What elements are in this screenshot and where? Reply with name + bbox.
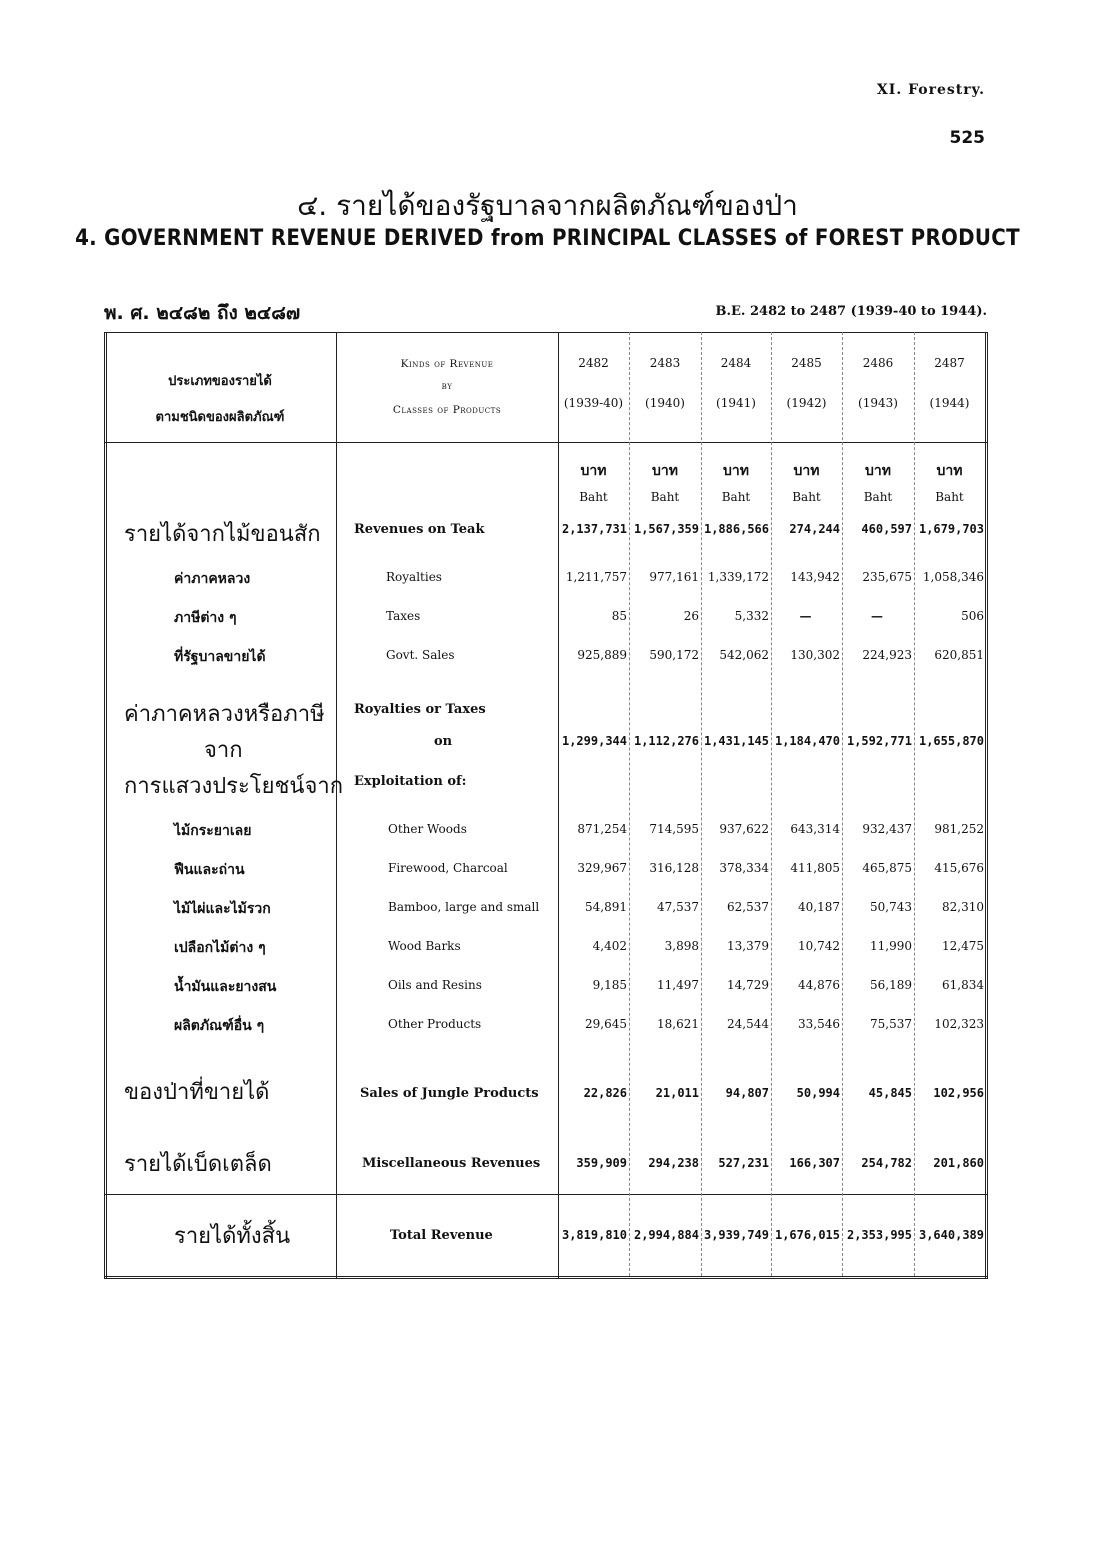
table-cell-value: 1,676,015 — [774, 1228, 840, 1242]
table-cell-value: 254,782 — [861, 1156, 912, 1170]
page-title-english: 4. GOVERNMENT REVENUE DERIVED from PRINCIPAL CLASSES of FOREST PRODUCT — [75, 226, 1020, 251]
table-cell-value: 1,679,703 — [918, 522, 984, 536]
year-ad: (1942) — [786, 396, 827, 410]
header-en-line1: Kinds of Revenue — [400, 358, 494, 370]
table-cell-value: 977,161 — [649, 570, 699, 584]
table-cell-value: 925,889 — [577, 648, 627, 662]
table-cell-value: 981,252 — [934, 822, 984, 836]
table-cell-value: 4,402 — [592, 939, 627, 953]
row-label-en: Wood Barks — [388, 939, 461, 953]
table-cell-value: 50,994 — [796, 1086, 840, 1100]
table-cell-value: 1,184,470 — [774, 734, 840, 748]
year-be: 2486 — [862, 356, 894, 370]
table-cell-value: 18,621 — [657, 1017, 699, 1031]
table-cell-value: 10,742 — [798, 939, 840, 953]
row-label-en: Sales of Jungle Products — [360, 1086, 539, 1101]
table-cell-value: 13,379 — [727, 939, 769, 953]
unit-en: Baht — [792, 490, 821, 504]
table-cell-value: 1,655,870 — [918, 734, 984, 748]
table-cell-value: 224,923 — [862, 648, 912, 662]
total-rule — [104, 1194, 988, 1195]
period-english: B.E. 2482 to 2487 (1939-40 to 1944). — [715, 304, 987, 319]
table-cell-value: 44,876 — [798, 978, 840, 992]
year-ad: (1943) — [858, 396, 898, 410]
running-title: XI. Forestry. — [876, 82, 985, 98]
table-cell-value: 294,238 — [648, 1156, 699, 1170]
table-cell-value: — — [871, 609, 883, 623]
table-cell-value: 506 — [961, 609, 984, 623]
table-cell-value: 1,211,757 — [565, 570, 627, 584]
table-cell-value: — — [799, 609, 812, 623]
table-cell-value: 45,845 — [868, 1086, 912, 1100]
row-label-en: Royalties or Taxes — [354, 702, 486, 717]
table-cell-value: 50,743 — [870, 900, 912, 914]
table-cell-value: 235,675 — [862, 570, 912, 584]
unit-thai: บาท — [936, 463, 963, 479]
header-rule — [104, 442, 988, 443]
row-label-thai: ผลิตภัณฑ์อื่น ๆ — [174, 1018, 265, 1034]
table-cell-value: 61,834 — [942, 978, 984, 992]
table-left-rule — [104, 332, 107, 1279]
row-label-thai: ของป่าที่ขายได้ — [124, 1080, 270, 1105]
row-label-en: Other Products — [388, 1017, 482, 1031]
unit-en: Baht — [650, 490, 680, 504]
header-en-line2: by — [441, 380, 453, 392]
unit-thai: บาท — [793, 463, 820, 479]
unit-thai: บาท — [723, 463, 749, 479]
year-be: 2487 — [934, 356, 965, 370]
row-label-en: Exploitation of: — [354, 774, 467, 789]
table-cell-value: 14,729 — [727, 978, 769, 992]
table-cell-value: 62,537 — [727, 900, 769, 914]
row-label-en: Bamboo, large and small — [388, 900, 540, 914]
page-number: 525 — [949, 128, 985, 148]
table-cell-value: 29,645 — [585, 1017, 627, 1031]
row-label-en: Total Revenue — [390, 1228, 493, 1243]
header-en-line3: Classes of Products — [392, 404, 502, 416]
table-cell-value: 3,939,749 — [703, 1228, 769, 1242]
table-cell-value: 1,299,344 — [561, 734, 627, 748]
table-cell-value: 22,826 — [583, 1086, 627, 1100]
row-label-thai: จาก — [204, 738, 243, 763]
table-cell-value: 9,185 — [592, 978, 627, 992]
table-cell-value: 527,231 — [718, 1156, 769, 1170]
table-cell-value: 620,851 — [934, 648, 984, 662]
table-cell-value: 1,567,359 — [633, 522, 699, 536]
table-cell-value: 75,537 — [870, 1017, 912, 1031]
year-ad: (1941) — [716, 396, 756, 410]
table-cell-value: 590,172 — [649, 648, 699, 662]
header-thai-line1: ประเภทของรายได้ — [168, 374, 272, 389]
table-cell-value: 102,323 — [934, 1017, 984, 1031]
table-cell-value: 24,544 — [727, 1017, 769, 1031]
table-cell-value: 871,254 — [577, 822, 627, 836]
unit-thai: บาท — [652, 463, 678, 479]
table-cell-value: 274,244 — [789, 522, 840, 536]
year-be: 2483 — [649, 356, 681, 370]
header-thai-line2: ตามชนิดของผลิตภัณฑ์ — [155, 410, 285, 425]
table-cell-value: 3,898 — [664, 939, 699, 953]
year-ad: (1944) — [929, 396, 970, 410]
table-bottom-rule — [104, 1276, 988, 1279]
unit-en: Baht — [579, 490, 608, 504]
row-label-en: Taxes — [386, 609, 421, 623]
table-cell-value: 714,595 — [649, 822, 699, 836]
table-cell-value: 26 — [683, 609, 699, 623]
table-cell-value: 329,967 — [577, 861, 627, 875]
table-cell-value: 102,956 — [933, 1086, 984, 1100]
table-cell-value: 2,353,995 — [846, 1228, 912, 1242]
col-divider-1 — [336, 332, 337, 1279]
table-top-rule — [104, 332, 988, 333]
table-cell-value: 82,310 — [942, 900, 984, 914]
table-cell-value: 643,314 — [790, 822, 840, 836]
table-cell-value: 166,307 — [789, 1156, 840, 1170]
row-label-thai: เปลือกไม้ต่าง ๆ — [174, 940, 266, 956]
row-label-en: Oils and Resins — [388, 978, 482, 992]
row-label-thai: ที่รัฐบาลขายได้ — [174, 649, 266, 665]
year-be: 2482 — [578, 356, 609, 370]
row-label-thai: การแสวงประโยชน์จาก — [124, 774, 344, 799]
table-cell-value: 5,332 — [734, 609, 769, 623]
table-right-rule — [985, 332, 988, 1279]
revenue-table — [104, 332, 988, 1280]
table-cell-value: 1,592,771 — [846, 734, 912, 748]
table-cell-value: 359,909 — [576, 1156, 627, 1170]
table-cell-value: 932,437 — [862, 822, 912, 836]
table-cell-value: 411,805 — [790, 861, 840, 875]
table-cell-value: 12,475 — [942, 939, 984, 953]
table-cell-value: 937,622 — [719, 822, 769, 836]
row-label-thai: รายได้เบ็ดเตล็ด — [124, 1152, 272, 1177]
table-cell-value: 415,676 — [934, 861, 984, 875]
row-label-thai: รายได้ทั้งสิ้น — [174, 1224, 291, 1249]
year-be: 2485 — [791, 356, 822, 370]
table-cell-value: 40,187 — [798, 900, 840, 914]
table-cell-value: 21,011 — [655, 1086, 699, 1100]
year-be: 2484 — [720, 356, 752, 370]
table-cell-value: 542,062 — [719, 648, 769, 662]
row-label-en: Revenues on Teak — [354, 522, 485, 537]
page-title-thai: ๔. รายได้ของรัฐบาลจากผลิตภัณฑ์ของป่า — [297, 189, 798, 222]
table-cell-value: 11,497 — [657, 978, 699, 992]
row-label-en: Firewood, Charcoal — [388, 861, 508, 875]
table-cell-value: 3,640,389 — [918, 1228, 984, 1242]
table-cell-value: 143,942 — [790, 570, 840, 584]
row-label-en: Royalties — [386, 570, 442, 584]
table-cell-value: 1,339,172 — [707, 570, 769, 584]
table-cell-value: 85 — [611, 609, 627, 623]
table-cell-value: 2,994,884 — [633, 1228, 699, 1242]
table-cell-value: 1,431,145 — [703, 734, 769, 748]
table-cell-value: 316,128 — [649, 861, 699, 875]
row-label-en: Govt. Sales — [386, 648, 455, 662]
row-label-thai: ไม้กระยาเลย — [174, 823, 252, 839]
table-cell-value: 130,302 — [790, 648, 840, 662]
row-label-en: Other Woods — [388, 822, 467, 836]
table-cell-value: 3,819,810 — [561, 1228, 627, 1242]
table-cell-value: 11,990 — [870, 939, 912, 953]
row-label-thai: ภาษีต่าง ๆ — [174, 610, 237, 626]
row-label-en: on — [434, 734, 453, 749]
year-ad: (1939-40) — [563, 396, 624, 410]
table-cell-value: 47,537 — [657, 900, 699, 914]
table-cell-value: 201,860 — [933, 1156, 984, 1170]
table-cell-value: 33,546 — [798, 1017, 840, 1031]
year-ad: (1940) — [645, 396, 685, 410]
row-label-thai: ไม้ไผ่และไม้รวก — [174, 901, 271, 917]
table-cell-value: 54,891 — [585, 900, 627, 914]
table-cell-value: 465,875 — [862, 861, 912, 875]
row-label-thai: ค่าภาคหลวง — [174, 571, 251, 587]
table-cell-value: 56,189 — [870, 978, 912, 992]
unit-thai: บาท — [580, 463, 607, 479]
table-cell-value: 1,112,276 — [633, 734, 699, 748]
table-cell-value: 94,807 — [725, 1086, 769, 1100]
unit-en: Baht — [721, 490, 751, 504]
unit-thai: บาท — [865, 463, 891, 479]
row-label-thai: น้ำมันและยางสน — [174, 979, 277, 995]
table-cell-value: 2,137,731 — [561, 522, 627, 536]
unit-en: Baht — [863, 490, 893, 504]
table-cell-value: 1,058,346 — [922, 570, 984, 584]
row-label-thai: ค่าภาคหลวงหรือภาษี — [124, 702, 325, 727]
row-label-thai: รายได้จากไม้ขอนสัก — [124, 522, 321, 547]
table-cell-value: 1,886,566 — [703, 522, 769, 536]
table-cell-value: 460,597 — [861, 522, 912, 536]
period-thai: พ. ศ. ๒๔๘๒ ถึง ๒๔๘๗ — [104, 302, 301, 324]
unit-en: Baht — [935, 490, 964, 504]
table-cell-value: 378,334 — [719, 861, 769, 875]
row-label-en: Miscellaneous Revenues — [362, 1156, 541, 1171]
row-label-thai: ฟืนและถ่าน — [174, 862, 245, 878]
